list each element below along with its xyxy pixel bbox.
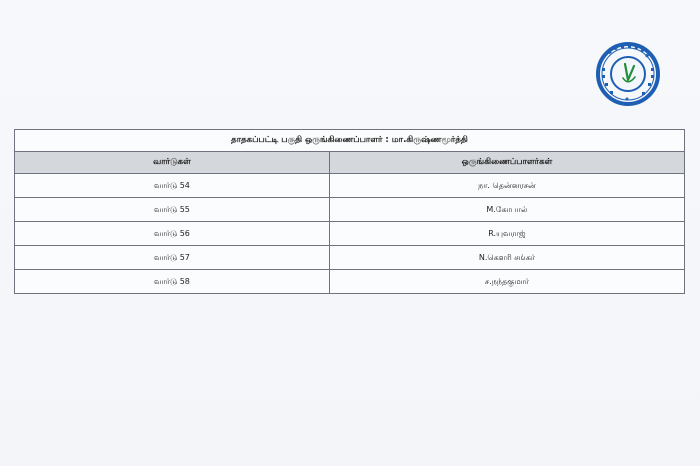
table-title: தாதகப்பட்டி பகுதி ஒருங்கிணைப்பாளர் : மா.கிருஷ்ணமூர்த்தி <box>15 130 685 152</box>
ward-cell: வார்டு 58 <box>15 270 330 294</box>
coordinator-cell: நா. தென்னரசன் <box>329 174 684 198</box>
table-header-row <box>15 152 685 174</box>
ward-cell: வார்டு 54 <box>15 174 330 198</box>
ward-cell: வார்டு 55 <box>15 198 330 222</box>
table-row <box>15 270 685 294</box>
coordinators-table <box>14 129 685 294</box>
coordinator-cell: M.கோபால் <box>329 198 684 222</box>
coordinator-cell: N.கௌரி சங்கர் <box>329 246 684 270</box>
table-row <box>15 246 685 270</box>
ward-cell: வார்டு 57 <box>15 246 330 270</box>
ward-cell: வார்டு 56 <box>15 222 330 246</box>
coordinator-cell: R.யுவராஜ் <box>329 222 684 246</box>
table-row <box>15 198 685 222</box>
coordinator-cell: ச.நந்தகுமார் <box>329 270 684 294</box>
table-row <box>15 222 685 246</box>
organization-seal-icon <box>596 42 660 106</box>
table-row <box>15 174 685 198</box>
column-header-wards: வார்டுகள் <box>15 152 330 174</box>
table-title-row <box>15 130 685 152</box>
column-header-coordinators: ஒருங்கிணைப்பாளர்கள் <box>329 152 684 174</box>
